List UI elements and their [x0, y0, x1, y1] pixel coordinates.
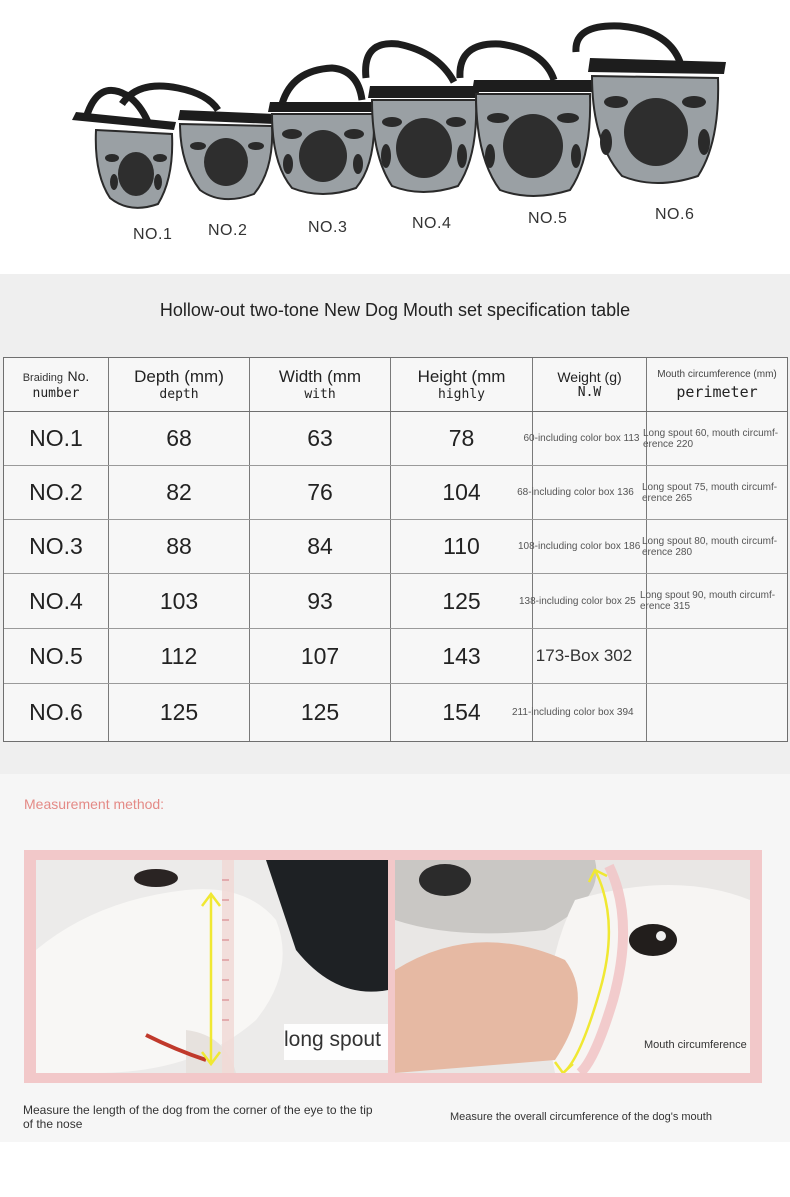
table-cell-height: 110 [443, 533, 480, 559]
table-cell-weight: 173-Box 302 [535, 646, 633, 665]
table-cell-height: 104 [442, 479, 481, 505]
table-cell-height: 125 [442, 587, 481, 614]
table-cell-height: 143 [442, 642, 481, 669]
table-cell-height: 154 [442, 699, 481, 725]
measurement-photo-frame [24, 850, 762, 1083]
table-cell-weight: 138-including color box 25 [519, 595, 636, 607]
product-label-6: NO.6 [655, 206, 695, 223]
header-width: Width (mm with [278, 367, 362, 402]
table-cell-no: NO.3 [29, 533, 83, 559]
muzzle-image-2 [118, 80, 278, 210]
table-cell-no: NO.5 [29, 642, 83, 669]
table-cell-mouth: Long spout 90, mouth circumf-erence 315 [640, 590, 776, 612]
table-cell-depth: 82 [166, 479, 192, 505]
header-height: Height (mm highly [417, 367, 506, 402]
table-cell-depth: 125 [159, 699, 199, 725]
header-weight: Weight (g) N.W [557, 369, 622, 400]
table-cell-weight: 68-including color box 136 [517, 487, 634, 498]
table-cell-width: 76 [307, 479, 333, 505]
table-cell-height: 78 [448, 425, 475, 451]
table-cell-no: NO.4 [29, 587, 83, 614]
measurement-section [0, 774, 790, 1142]
left-caption: Measure the length of the dog from the corner of the eye to the tip of the nose [23, 1103, 373, 1131]
table-cell-width: 93 [307, 587, 333, 614]
table-cell-depth: 88 [166, 533, 192, 559]
table-cell-width: 84 [307, 533, 333, 559]
table-cell-weight: 108-including color box 186 [518, 541, 641, 552]
muzzle-image-6 [568, 22, 728, 202]
measurement-title: Measurement method: [24, 796, 165, 812]
right-caption: Measure the overall circumference of the dog's mouth [450, 1111, 712, 1123]
long-spout-label: long spout [284, 1028, 381, 1051]
header-depth: Depth (mm) depth [134, 367, 224, 402]
header-number: Braiding No. number [22, 368, 90, 401]
table-cell-depth: 103 [159, 587, 199, 614]
table-cell-mouth [647, 629, 787, 683]
mouth-circumference-label: Mouth circumference [644, 1039, 747, 1051]
table-cell-mouth [647, 684, 787, 741]
table-cell-width: 107 [300, 642, 340, 669]
table-cell-width: 125 [300, 699, 340, 725]
product-label-5: NO.5 [528, 210, 568, 227]
table-cell-depth: 112 [160, 642, 198, 669]
table-cell-mouth: Long spout 60, mouth circumf-erence 220 [643, 427, 779, 450]
spec-table [3, 357, 788, 742]
table-cell-no: NO.1 [29, 425, 83, 451]
product-label-1: NO.1 [133, 226, 173, 243]
table-cell-width: 63 [307, 425, 333, 451]
mouth-circumference-photo [395, 860, 750, 1073]
product-label-3: NO.3 [308, 219, 348, 236]
header-mouth: Mouth circumference (mm) perimeter [657, 368, 777, 401]
table-cell-weight: 211-including color box 394 [512, 707, 634, 718]
table-cell-depth: 68 [166, 425, 192, 451]
long-spout-photo [36, 860, 388, 1073]
spec-title: Hollow-out two-tone New Dog Mouth set specification table [159, 300, 631, 320]
table-cell-no: NO.2 [29, 479, 83, 505]
table-cell-no: NO.6 [29, 699, 83, 725]
table-cell-weight: 60-including color box 113 [523, 433, 640, 444]
table-cell-mouth: Long spout 80, mouth circumf-erence 280 [642, 535, 778, 558]
table-cell-mouth: Long spout 75, mouth circumf-erence 265 [642, 481, 778, 504]
spec-section [0, 274, 790, 774]
product-label-4: NO.4 [412, 215, 452, 232]
product-lineup [0, 0, 790, 272]
product-label-2: NO.2 [208, 222, 248, 239]
